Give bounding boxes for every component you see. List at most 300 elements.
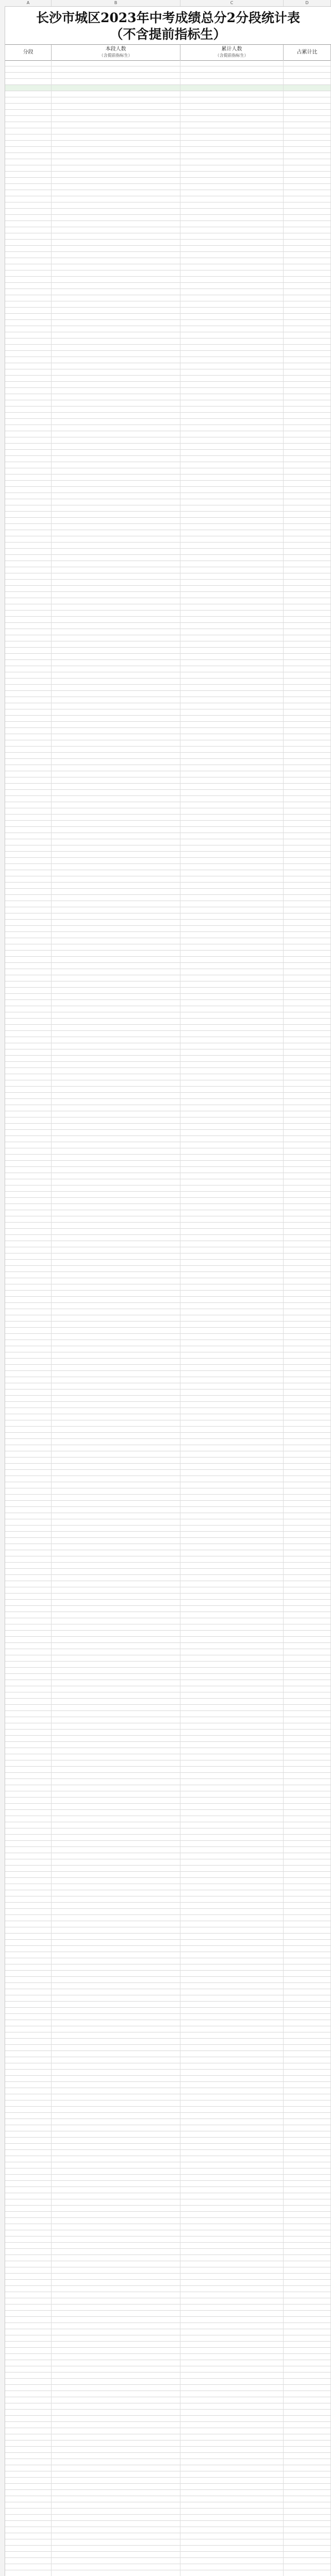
cumulative-cell[interactable] <box>180 1340 284 1346</box>
table-row[interactable] <box>5 264 331 270</box>
cumulative-cell[interactable] <box>180 1705 284 1711</box>
cumulative-cell[interactable] <box>180 1328 284 1334</box>
percent-cell[interactable] <box>284 2539 331 2546</box>
count-cell[interactable] <box>52 1612 180 1618</box>
cumulative-cell[interactable] <box>180 2372 284 2379</box>
cumulative-cell[interactable] <box>180 592 284 598</box>
count-cell[interactable] <box>52 444 180 450</box>
table-row[interactable] <box>5 351 331 357</box>
table-row[interactable] <box>5 1328 331 1334</box>
table-row[interactable] <box>5 1488 331 1495</box>
count-cell[interactable] <box>52 2509 180 2515</box>
percent-cell[interactable] <box>284 839 331 845</box>
percent-cell[interactable] <box>284 2144 331 2150</box>
score-cell[interactable] <box>5 246 52 252</box>
score-cell[interactable] <box>5 654 52 660</box>
cumulative-cell[interactable] <box>180 1853 284 1859</box>
score-cell[interactable] <box>5 1012 52 1019</box>
cumulative-cell[interactable] <box>180 487 284 493</box>
cumulative-cell[interactable] <box>180 1680 284 1686</box>
score-cell[interactable] <box>5 1025 52 1031</box>
table-row[interactable] <box>5 2484 331 2490</box>
cumulative-cell[interactable] <box>180 759 284 765</box>
percent-cell[interactable] <box>284 60 331 66</box>
table-row[interactable] <box>5 2533 331 2539</box>
cumulative-cell[interactable] <box>180 1130 284 1136</box>
table-row[interactable] <box>5 1179 331 1185</box>
cumulative-cell[interactable] <box>180 2224 284 2230</box>
count-cell[interactable] <box>52 1680 180 1686</box>
percent-cell[interactable] <box>284 969 331 975</box>
score-cell[interactable] <box>5 1297 52 1303</box>
score-cell[interactable] <box>5 2372 52 2379</box>
score-cell[interactable] <box>5 524 52 530</box>
count-cell[interactable] <box>52 240 180 246</box>
cumulative-cell[interactable] <box>180 450 284 456</box>
table-row[interactable] <box>5 784 331 790</box>
percent-cell[interactable] <box>284 771 331 777</box>
percent-cell[interactable] <box>284 1810 331 1816</box>
score-cell[interactable] <box>5 308 52 314</box>
cumulative-cell[interactable] <box>180 2218 284 2224</box>
count-cell[interactable] <box>52 2100 180 2107</box>
percent-cell[interactable] <box>284 1105 331 1111</box>
cumulative-cell[interactable] <box>180 2539 284 2546</box>
score-cell[interactable] <box>5 1470 52 1476</box>
cumulative-cell[interactable] <box>180 2410 284 2416</box>
percent-cell[interactable] <box>284 685 331 691</box>
score-cell[interactable] <box>5 1785 52 1791</box>
table-row[interactable] <box>5 1835 331 1841</box>
percent-cell[interactable] <box>284 2459 331 2465</box>
table-row[interactable] <box>5 2286 331 2292</box>
score-cell[interactable] <box>5 963 52 969</box>
table-row[interactable] <box>5 1470 331 1476</box>
count-cell[interactable] <box>52 2150 180 2156</box>
cumulative-cell[interactable] <box>180 1439 284 1445</box>
count-cell[interactable] <box>52 1940 180 1946</box>
percent-cell[interactable] <box>284 1495 331 1501</box>
table-row[interactable] <box>5 1631 331 1637</box>
score-cell[interactable] <box>5 994 52 1000</box>
percent-cell[interactable] <box>284 2447 331 2453</box>
percent-cell[interactable] <box>284 2156 331 2162</box>
percent-cell[interactable] <box>284 172 331 178</box>
table-row[interactable] <box>5 277 331 283</box>
table-row[interactable] <box>5 1111 331 1117</box>
count-cell[interactable] <box>52 1927 180 1934</box>
count-cell[interactable] <box>52 1043 180 1049</box>
percent-cell[interactable] <box>284 1600 331 1606</box>
score-cell[interactable] <box>5 1198 52 1204</box>
count-cell[interactable] <box>52 876 180 883</box>
table-row[interactable] <box>5 1099 331 1105</box>
cumulative-cell[interactable] <box>180 2014 284 2020</box>
percent-cell[interactable] <box>284 2026 331 2032</box>
cumulative-cell[interactable] <box>180 598 284 604</box>
count-cell[interactable] <box>52 1359 180 1365</box>
score-cell[interactable] <box>5 2249 52 2255</box>
cumulative-cell[interactable] <box>180 1068 284 1074</box>
score-cell[interactable] <box>5 2509 52 2515</box>
cumulative-cell[interactable] <box>180 1043 284 1049</box>
cumulative-cell[interactable] <box>180 363 284 369</box>
table-row[interactable] <box>5 1964 331 1971</box>
score-cell[interactable] <box>5 876 52 883</box>
table-row[interactable] <box>5 796 331 802</box>
percent-cell[interactable] <box>284 474 331 481</box>
score-cell[interactable] <box>5 1464 52 1470</box>
count-cell[interactable] <box>52 1754 180 1760</box>
count-cell[interactable] <box>52 821 180 827</box>
count-cell[interactable] <box>52 1853 180 1859</box>
score-cell[interactable] <box>5 951 52 957</box>
score-cell[interactable] <box>5 2379 52 2385</box>
count-cell[interactable] <box>52 419 180 425</box>
score-cell[interactable] <box>5 660 52 666</box>
cumulative-cell[interactable] <box>180 2175 284 2181</box>
score-cell[interactable] <box>5 740 52 747</box>
cumulative-cell[interactable] <box>180 963 284 969</box>
score-cell[interactable] <box>5 227 52 233</box>
table-row[interactable] <box>5 2230 331 2236</box>
score-cell[interactable] <box>5 561 52 567</box>
cumulative-cell[interactable] <box>180 1093 284 1099</box>
cumulative-cell[interactable] <box>180 969 284 975</box>
cumulative-cell[interactable] <box>180 1692 284 1699</box>
cumulative-cell[interactable] <box>180 1717 284 1723</box>
score-cell[interactable] <box>5 2032 52 2039</box>
count-cell[interactable] <box>52 1198 180 1204</box>
cumulative-cell[interactable] <box>180 2329 284 2335</box>
percent-cell[interactable] <box>284 808 331 815</box>
score-cell[interactable] <box>5 419 52 425</box>
score-cell[interactable] <box>5 1019 52 1025</box>
score-cell[interactable] <box>5 2267 52 2274</box>
count-cell[interactable] <box>52 1989 180 1995</box>
score-cell[interactable] <box>5 709 52 716</box>
table-row[interactable] <box>5 66 331 73</box>
cumulative-cell[interactable] <box>180 2255 284 2261</box>
score-cell[interactable] <box>5 363 52 369</box>
count-cell[interactable] <box>52 2422 180 2428</box>
cumulative-cell[interactable] <box>180 2403 284 2410</box>
score-cell[interactable] <box>5 2243 52 2249</box>
cumulative-cell[interactable] <box>180 91 284 97</box>
table-row[interactable] <box>5 2539 331 2546</box>
score-cell[interactable] <box>5 1501 52 1507</box>
cumulative-cell[interactable] <box>180 1161 284 1167</box>
score-cell[interactable] <box>5 1587 52 1594</box>
score-cell[interactable] <box>5 2354 52 2360</box>
score-cell[interactable] <box>5 1130 52 1136</box>
cumulative-cell[interactable] <box>180 1482 284 1488</box>
score-cell[interactable] <box>5 1556 52 1563</box>
cumulative-cell[interactable] <box>180 1736 284 1742</box>
cumulative-cell[interactable] <box>180 1359 284 1365</box>
count-cell[interactable] <box>52 2490 180 2496</box>
count-cell[interactable] <box>52 1550 180 1556</box>
cumulative-cell[interactable] <box>180 2236 284 2243</box>
cumulative-cell[interactable] <box>180 1946 284 1952</box>
score-cell[interactable] <box>5 1315 52 1321</box>
score-cell[interactable] <box>5 1037 52 1043</box>
count-cell[interactable] <box>52 1179 180 1185</box>
table-row[interactable] <box>5 1192 331 1198</box>
cumulative-cell[interactable] <box>180 165 284 172</box>
count-cell[interactable] <box>52 2304 180 2311</box>
score-cell[interactable] <box>5 1161 52 1167</box>
percent-cell[interactable] <box>284 1890 331 1896</box>
count-cell[interactable] <box>52 1130 180 1136</box>
count-cell[interactable] <box>52 1235 180 1241</box>
cumulative-cell[interactable] <box>180 178 284 184</box>
score-cell[interactable] <box>5 1507 52 1513</box>
score-cell[interactable] <box>5 2088 52 2094</box>
table-row[interactable] <box>5 629 331 635</box>
percent-cell[interactable] <box>284 2280 331 2286</box>
count-cell[interactable] <box>52 1519 180 1526</box>
percent-cell[interactable] <box>284 802 331 808</box>
percent-cell[interactable] <box>284 2478 331 2484</box>
table-row[interactable] <box>5 1934 331 1940</box>
score-cell[interactable] <box>5 2348 52 2354</box>
score-cell[interactable] <box>5 1346 52 1352</box>
cumulative-cell[interactable] <box>180 845 284 852</box>
count-cell[interactable] <box>52 2138 180 2144</box>
count-cell[interactable] <box>52 1204 180 1210</box>
cumulative-cell[interactable] <box>180 227 284 233</box>
table-row[interactable] <box>5 2434 331 2441</box>
cumulative-cell[interactable] <box>180 876 284 883</box>
cumulative-cell[interactable] <box>180 2162 284 2168</box>
cumulative-cell[interactable] <box>180 716 284 722</box>
cumulative-cell[interactable] <box>180 697 284 703</box>
table-row[interactable] <box>5 2014 331 2020</box>
score-cell[interactable] <box>5 240 52 246</box>
score-cell[interactable] <box>5 747 52 753</box>
table-row[interactable] <box>5 536 331 543</box>
table-row[interactable] <box>5 413 331 419</box>
count-cell[interactable] <box>52 1482 180 1488</box>
table-row[interactable] <box>5 221 331 227</box>
cumulative-cell[interactable] <box>180 543 284 549</box>
table-row[interactable] <box>5 134 331 141</box>
percent-cell[interactable] <box>284 388 331 394</box>
table-row[interactable] <box>5 141 331 147</box>
percent-cell[interactable] <box>284 2267 331 2274</box>
table-row[interactable] <box>5 1989 331 1995</box>
percent-cell[interactable] <box>284 456 331 462</box>
percent-cell[interactable] <box>284 1581 331 1587</box>
score-cell[interactable] <box>5 1006 52 1012</box>
count-cell[interactable] <box>52 110 180 116</box>
cumulative-cell[interactable] <box>180 1643 284 1649</box>
score-cell[interactable] <box>5 2459 52 2465</box>
count-cell[interactable] <box>52 357 180 363</box>
count-cell[interactable] <box>52 1742 180 1748</box>
cumulative-cell[interactable] <box>180 536 284 543</box>
count-cell[interactable] <box>52 1315 180 1321</box>
score-cell[interactable] <box>5 1618 52 1624</box>
percent-cell[interactable] <box>284 1631 331 1637</box>
cumulative-cell[interactable] <box>180 1971 284 1977</box>
percent-cell[interactable] <box>284 2564 331 2570</box>
table-row[interactable] <box>5 573 331 580</box>
percent-cell[interactable] <box>284 1736 331 1742</box>
percent-cell[interactable] <box>284 1006 331 1012</box>
percent-cell[interactable] <box>284 2342 331 2348</box>
score-cell[interactable] <box>5 60 52 66</box>
count-cell[interactable] <box>52 499 180 505</box>
table-row[interactable] <box>5 2527 331 2533</box>
count-cell[interactable] <box>52 981 180 988</box>
count-cell[interactable] <box>52 1192 180 1198</box>
percent-cell[interactable] <box>284 2292 331 2298</box>
percent-cell[interactable] <box>284 196 331 202</box>
percent-cell[interactable] <box>284 1488 331 1495</box>
cumulative-cell[interactable] <box>180 827 284 833</box>
score-cell[interactable] <box>5 2008 52 2014</box>
percent-cell[interactable] <box>284 2088 331 2094</box>
cumulative-cell[interactable] <box>180 2471 284 2478</box>
score-cell[interactable] <box>5 2002 52 2008</box>
count-cell[interactable] <box>52 1037 180 1043</box>
percent-cell[interactable] <box>284 512 331 518</box>
table-row[interactable] <box>5 2150 331 2156</box>
cumulative-cell[interactable] <box>180 1049 284 1056</box>
percent-cell[interactable] <box>284 1841 331 1847</box>
cumulative-cell[interactable] <box>180 1365 284 1371</box>
percent-cell[interactable] <box>284 2397 331 2403</box>
percent-cell[interactable] <box>284 1896 331 1903</box>
cumulative-cell[interactable] <box>180 332 284 338</box>
cumulative-cell[interactable] <box>180 1779 284 1785</box>
count-cell[interactable] <box>52 592 180 598</box>
count-cell[interactable] <box>52 1371 180 1377</box>
percent-cell[interactable] <box>284 1334 331 1340</box>
percent-cell[interactable] <box>284 1594 331 1600</box>
cumulative-cell[interactable] <box>180 1699 284 1705</box>
percent-cell[interactable] <box>284 2119 331 2125</box>
percent-cell[interactable] <box>284 2274 331 2280</box>
count-cell[interactable] <box>52 1686 180 1692</box>
cumulative-cell[interactable] <box>180 932 284 938</box>
count-cell[interactable] <box>52 1291 180 1297</box>
table-row[interactable] <box>5 1451 331 1458</box>
cumulative-cell[interactable] <box>180 1760 284 1767</box>
percent-cell[interactable] <box>284 1847 331 1853</box>
cumulative-cell[interactable] <box>180 907 284 913</box>
table-row[interactable] <box>5 2329 331 2335</box>
percent-cell[interactable] <box>284 876 331 883</box>
percent-cell[interactable] <box>284 2317 331 2323</box>
cumulative-cell[interactable] <box>180 1408 284 1414</box>
cumulative-cell[interactable] <box>180 147 284 153</box>
score-cell[interactable] <box>5 672 52 679</box>
score-cell[interactable] <box>5 1080 52 1087</box>
score-cell[interactable] <box>5 2212 52 2218</box>
percent-cell[interactable] <box>284 1241 331 1247</box>
score-cell[interactable] <box>5 2397 52 2403</box>
score-cell[interactable] <box>5 1068 52 1074</box>
percent-cell[interactable] <box>284 1686 331 1692</box>
cumulative-cell[interactable] <box>180 2484 284 2490</box>
score-cell[interactable] <box>5 907 52 913</box>
percent-cell[interactable] <box>284 406 331 413</box>
score-cell[interactable] <box>5 518 52 524</box>
score-cell[interactable] <box>5 2366 52 2372</box>
table-row[interactable] <box>5 1699 331 1705</box>
count-cell[interactable] <box>52 2354 180 2360</box>
cumulative-cell[interactable] <box>180 1117 284 1124</box>
cumulative-cell[interactable] <box>180 66 284 73</box>
count-cell[interactable] <box>52 2564 180 2570</box>
percent-cell[interactable] <box>284 2051 331 2057</box>
count-cell[interactable] <box>52 1389 180 1396</box>
score-cell[interactable] <box>5 2311 52 2317</box>
cumulative-cell[interactable] <box>180 357 284 363</box>
table-row[interactable] <box>5 2311 331 2317</box>
cumulative-cell[interactable] <box>180 1266 284 1272</box>
count-cell[interactable] <box>52 2478 180 2484</box>
cumulative-cell[interactable] <box>180 2267 284 2274</box>
table-row[interactable] <box>5 1198 331 1204</box>
cumulative-cell[interactable] <box>180 2465 284 2471</box>
cumulative-cell[interactable] <box>180 938 284 944</box>
score-cell[interactable] <box>5 97 52 104</box>
count-cell[interactable] <box>52 2243 180 2249</box>
table-row[interactable] <box>5 883 331 889</box>
percent-cell[interactable] <box>284 2521 331 2527</box>
cumulative-cell[interactable] <box>180 1983 284 1989</box>
table-row[interactable] <box>5 1946 331 1952</box>
score-cell[interactable] <box>5 1278 52 1284</box>
cumulative-cell[interactable] <box>180 1278 284 1284</box>
cumulative-cell[interactable] <box>180 1012 284 1019</box>
percent-cell[interactable] <box>284 722 331 728</box>
percent-cell[interactable] <box>284 2162 331 2168</box>
percent-cell[interactable] <box>284 2218 331 2224</box>
score-cell[interactable] <box>5 796 52 802</box>
percent-cell[interactable] <box>284 437 331 444</box>
count-cell[interactable] <box>52 1223 180 1229</box>
percent-cell[interactable] <box>284 777 331 784</box>
count-cell[interactable] <box>52 172 180 178</box>
score-cell[interactable] <box>5 406 52 413</box>
count-cell[interactable] <box>52 1019 180 1025</box>
percent-cell[interactable] <box>284 1532 331 1538</box>
table-row[interactable] <box>5 1445 331 1451</box>
cumulative-cell[interactable] <box>180 394 284 400</box>
count-cell[interactable] <box>52 1668 180 1674</box>
table-row[interactable] <box>5 258 331 264</box>
table-row[interactable] <box>5 431 331 437</box>
cumulative-cell[interactable] <box>180 1822 284 1828</box>
cumulative-cell[interactable] <box>180 1550 284 1556</box>
count-cell[interactable] <box>52 79 180 85</box>
count-cell[interactable] <box>52 1730 180 1736</box>
count-cell[interactable] <box>52 716 180 722</box>
table-row[interactable] <box>5 1606 331 1612</box>
percent-cell[interactable] <box>284 1414 331 1420</box>
count-cell[interactable] <box>52 326 180 332</box>
table-row[interactable] <box>5 2076 331 2082</box>
score-cell[interactable] <box>5 2286 52 2292</box>
percent-cell[interactable] <box>284 227 331 233</box>
percent-cell[interactable] <box>284 1315 331 1321</box>
cumulative-cell[interactable] <box>180 1816 284 1822</box>
